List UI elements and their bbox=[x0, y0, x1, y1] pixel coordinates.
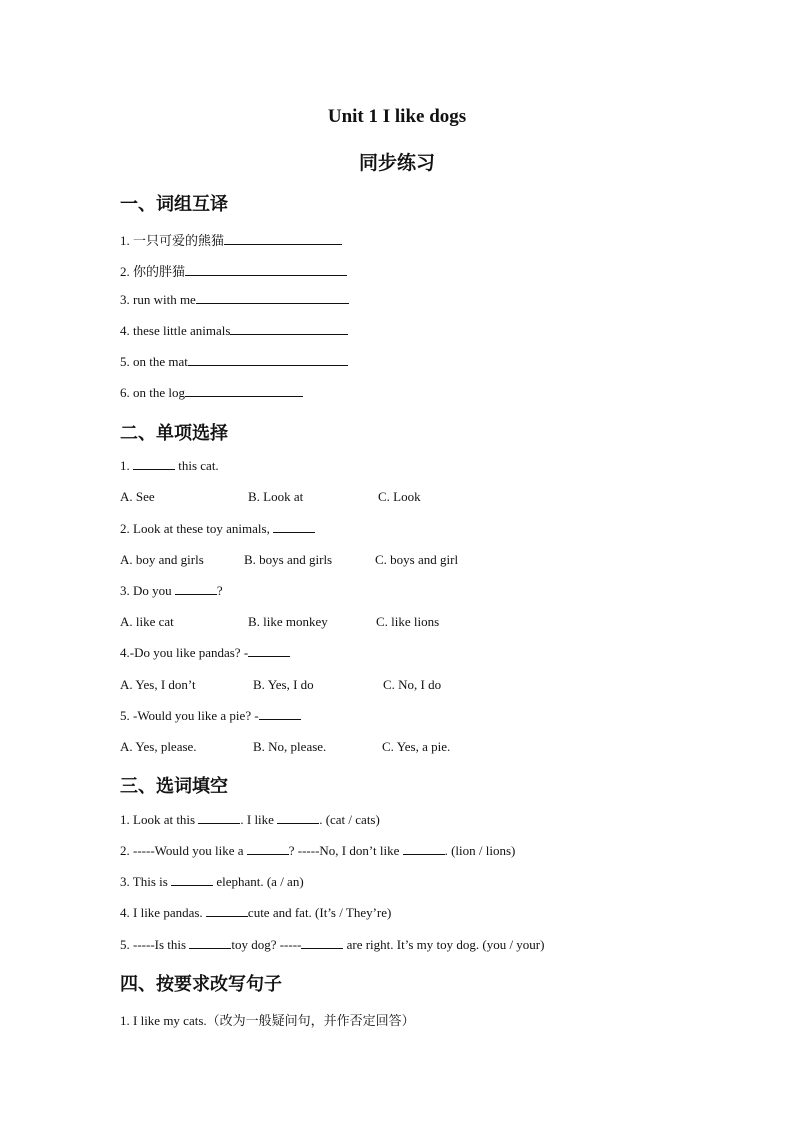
question-text: 1. bbox=[120, 458, 133, 473]
question-5 bbox=[120, 708, 301, 724]
list-item bbox=[120, 230, 342, 249]
answer-blank[interactable] bbox=[206, 905, 248, 917]
item-text: 1. Look at this bbox=[120, 812, 199, 827]
question-1 bbox=[120, 458, 219, 474]
item-text: 5. -----Is this bbox=[120, 937, 190, 952]
answer-blank[interactable] bbox=[188, 354, 348, 366]
item-text: cute and fat. (It’s / They’re) bbox=[247, 905, 392, 920]
item-text: . I like bbox=[240, 812, 278, 827]
item-text: 2. -----Would you like a bbox=[120, 843, 247, 858]
section-heading-2: 二、单项选择 bbox=[120, 423, 228, 444]
page-title: Unit 1 I like dogs bbox=[327, 106, 467, 127]
answer-blank[interactable] bbox=[175, 583, 217, 595]
item-text: 1. 一只可爱的熊猫 bbox=[120, 233, 225, 248]
option-a: A. boy and girls bbox=[120, 552, 204, 567]
option-c: C. No, I do bbox=[383, 677, 442, 692]
answer-blank[interactable] bbox=[273, 521, 315, 533]
option-b: B. Look at bbox=[248, 489, 304, 504]
page-subtitle: 同步练习 bbox=[358, 153, 435, 174]
item-text: elephant. (a / an) bbox=[213, 874, 304, 889]
question-text: 3. Do you bbox=[120, 583, 175, 598]
item-text: . (cat / cats) bbox=[319, 812, 380, 827]
option-b: B. Yes, I do bbox=[253, 677, 314, 692]
answer-blank[interactable] bbox=[247, 843, 289, 855]
section-heading-1: 一、词组互译 bbox=[120, 194, 228, 215]
answer-blank[interactable] bbox=[277, 812, 319, 824]
question-text: 2. Look at these toy animals, bbox=[120, 521, 274, 536]
option-a: A. Yes, I don’t bbox=[120, 677, 196, 692]
option-b: B. like monkey bbox=[248, 614, 328, 629]
answer-blank[interactable] bbox=[196, 292, 349, 304]
list-item bbox=[120, 354, 348, 370]
answer-blank[interactable] bbox=[189, 937, 231, 949]
item-text: ? -----No, I don’t like bbox=[288, 843, 403, 858]
answer-blank[interactable] bbox=[133, 458, 175, 470]
answer-blank[interactable] bbox=[248, 645, 290, 657]
fill-item-3 bbox=[120, 874, 304, 890]
option-b: B. boys and girls bbox=[244, 552, 333, 567]
question-text: 5. -Would you like a pie? - bbox=[120, 708, 259, 723]
item-text: toy dog? ----- bbox=[231, 937, 302, 952]
option-a: A. like cat bbox=[120, 614, 174, 629]
list-item bbox=[120, 292, 349, 308]
answer-blank[interactable] bbox=[230, 323, 348, 335]
option-a: A. See bbox=[120, 489, 155, 504]
option-b: B. No, please. bbox=[253, 739, 327, 754]
question-text: 4.-Do you like pandas? - bbox=[120, 645, 249, 660]
question-4 bbox=[120, 645, 290, 661]
list-item bbox=[120, 261, 347, 280]
answer-blank[interactable] bbox=[198, 812, 240, 824]
question-text: this cat. bbox=[175, 458, 219, 473]
item-text: 3. This is bbox=[120, 874, 172, 889]
list-item bbox=[120, 323, 348, 339]
answer-blank[interactable] bbox=[224, 233, 342, 245]
list-item: 1. I like my cats.（改为一般疑问句，并作否定回答） bbox=[120, 1013, 415, 1028]
question-3 bbox=[120, 583, 223, 599]
answer-blank[interactable] bbox=[185, 385, 303, 397]
answer-blank[interactable] bbox=[259, 708, 301, 720]
item-text: 3. run with me bbox=[120, 292, 196, 307]
answer-blank[interactable] bbox=[171, 874, 213, 886]
item-text: 4. these little animals bbox=[120, 323, 231, 338]
item-text: 6. on the log bbox=[120, 385, 185, 400]
question-2 bbox=[120, 521, 315, 537]
item-text: 2. 你的胖猫 bbox=[120, 264, 186, 279]
option-c: C. Yes, a pie. bbox=[382, 739, 451, 754]
section-heading-3: 三、选词填空 bbox=[120, 776, 228, 797]
option-a: A. Yes, please. bbox=[120, 739, 197, 754]
item-text: . (lion / lions) bbox=[444, 843, 516, 858]
item-text: 4. I like pandas. bbox=[120, 905, 206, 920]
option-c: C. Look bbox=[378, 489, 421, 504]
option-c: C. like lions bbox=[376, 614, 440, 629]
item-text: are right. It’s my toy dog. (you / your) bbox=[343, 937, 545, 952]
fill-item-5 bbox=[120, 937, 544, 953]
fill-item-2 bbox=[120, 843, 515, 859]
question-text: ? bbox=[216, 583, 223, 598]
list-item bbox=[120, 385, 303, 401]
answer-blank[interactable] bbox=[185, 264, 347, 276]
section-heading-4: 四、按要求改写句子 bbox=[120, 974, 282, 995]
answer-blank[interactable] bbox=[301, 937, 343, 949]
option-c: C. boys and girl bbox=[375, 552, 459, 567]
fill-item-4 bbox=[120, 905, 391, 921]
fill-item-1 bbox=[120, 812, 380, 828]
answer-blank[interactable] bbox=[403, 843, 445, 855]
item-text: 5. on the mat bbox=[120, 354, 188, 369]
